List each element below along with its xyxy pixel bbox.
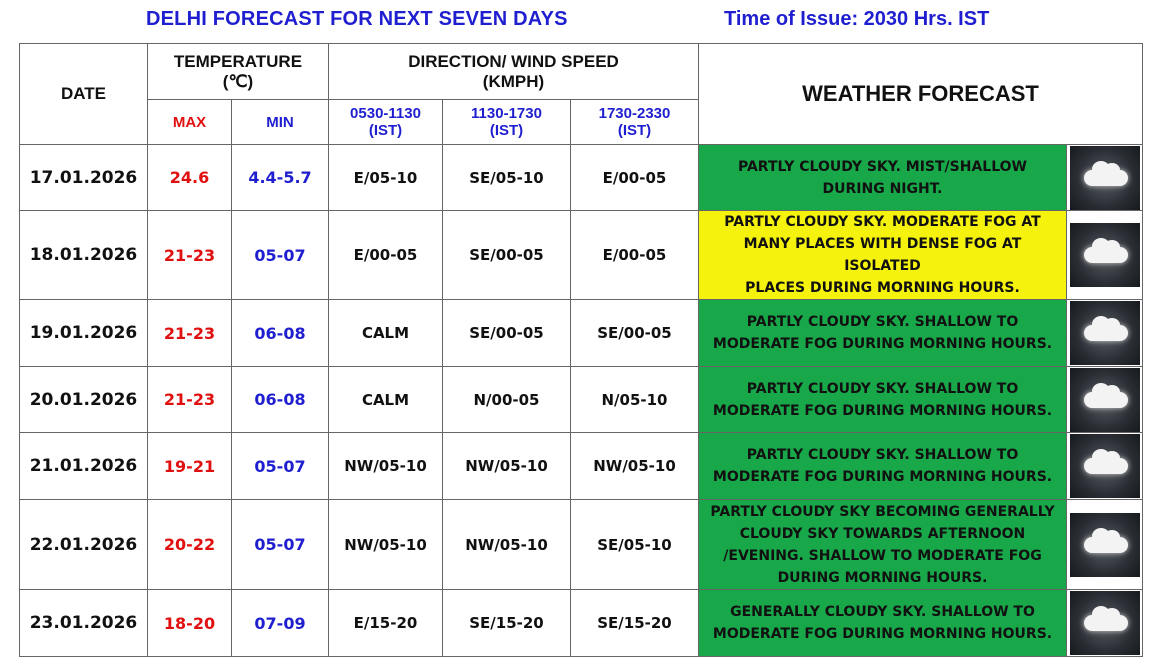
forecast-line: PARTLY CLOUDY SKY BECOMING GENERALLY: [710, 503, 1055, 520]
header-wind-label: DIRECTION/ WIND SPEED: [408, 51, 619, 71]
max-temp-cell: 18-20: [148, 590, 232, 657]
header-slot-3-time: 1730-2330: [598, 105, 671, 122]
date-cell: 23.01.2026: [20, 590, 148, 657]
forecast-line: GENERALLY CLOUDY SKY. SHALLOW TO: [730, 604, 1035, 620]
cloud-icon: [1070, 368, 1140, 432]
wind-slot-2-cell: N/00-05: [443, 367, 571, 433]
forecast-cell: [699, 300, 1067, 367]
wind-slot-3-cell: E/00-05: [571, 211, 699, 300]
wind-slot-2-cell: SE/00-05: [443, 300, 571, 367]
header-slot-1-ist: (IST): [368, 122, 403, 139]
wind-slot-3-cell: SE/00-05: [571, 300, 699, 367]
max-temp-cell: 21-23: [148, 211, 232, 300]
date-cell: 21.01.2026: [20, 433, 148, 500]
date-cell: 19.01.2026: [20, 300, 148, 367]
wind-slot-3-cell: E/00-05: [571, 145, 699, 211]
weather-icon-cell: [1067, 590, 1143, 657]
page-title: DELHI FORECAST FOR NEXT SEVEN DAYS: [146, 8, 568, 30]
wind-slot-2-cell: SE/00-05: [443, 211, 571, 300]
cloud-shape: [1084, 247, 1128, 263]
header-temperature-label: TEMPERATURE: [173, 51, 303, 71]
forecast-line: PARTLY CLOUDY SKY. SHALLOW TO: [746, 314, 1019, 330]
forecast-cell: [699, 500, 1067, 590]
wind-slot-1-cell: CALM: [329, 367, 443, 433]
wind-slot-1-cell: NW/05-10: [329, 500, 443, 590]
cloud-shape: [1084, 615, 1128, 631]
max-temp-cell: 24.6: [148, 145, 232, 211]
header-slot-3: [571, 100, 699, 145]
forecast-cell: [699, 367, 1067, 433]
date-cell: 22.01.2026: [20, 500, 148, 590]
cloud-icon: [1070, 513, 1140, 577]
min-temp-cell: 4.4-5.7: [232, 145, 329, 211]
max-temp-cell: 21-23: [148, 367, 232, 433]
wind-slot-1-cell: E/15-20: [329, 590, 443, 657]
forecast-cell: [699, 433, 1067, 500]
header-slot-1: [329, 100, 443, 145]
header-max: MAX: [148, 100, 232, 145]
forecast-line: PARTLY CLOUDY SKY. SHALLOW TO: [746, 380, 1019, 397]
forecast-table: [19, 43, 1143, 657]
wind-slot-1-cell: E/05-10: [329, 145, 443, 211]
weather-icon-cell: [1067, 211, 1143, 300]
cloud-shape: [1084, 325, 1128, 341]
wind-slot-3-cell: NW/05-10: [571, 433, 699, 500]
forecast-cell: [699, 590, 1067, 657]
wind-slot-3-cell: SE/05-10: [571, 500, 699, 590]
weather-icon-cell: [1067, 300, 1143, 367]
date-cell: 20.01.2026: [20, 367, 148, 433]
max-temp-cell: 20-22: [148, 500, 232, 590]
wind-slot-3-cell: SE/15-20: [571, 590, 699, 657]
date-cell: 17.01.2026: [20, 145, 148, 211]
min-temp-cell: 07-09: [232, 590, 329, 657]
header-temperature-unit: (℃): [222, 71, 254, 91]
max-temp-cell: 21-23: [148, 300, 232, 367]
wind-slot-2-cell: SE/05-10: [443, 145, 571, 211]
forecast-line: DURING NIGHT.: [822, 180, 943, 197]
forecast-line: PLACES DURING MORNING HOURS.: [745, 280, 1020, 296]
min-temp-cell: 05-07: [232, 433, 329, 500]
date-cell: 18.01.2026: [20, 211, 148, 300]
weather-icon-cell: [1067, 367, 1143, 433]
table-row: [20, 367, 1143, 433]
header-wind-unit: (KMPH): [482, 71, 545, 91]
cloud-shape: [1084, 170, 1128, 186]
forecast-line: CLOUDY SKY TOWARDS AFTERNOON: [739, 525, 1026, 542]
weather-icon-cell: [1067, 500, 1143, 590]
forecast-line: MODERATE FOG DURING MORNING HOURS.: [712, 402, 1053, 419]
forecast-line: MODERATE FOG DURING MORNING HOURS.: [712, 336, 1053, 352]
cloud-shape: [1084, 458, 1128, 474]
table-row: [20, 300, 1143, 367]
table-row: [20, 433, 1143, 500]
cloud-icon: [1070, 223, 1140, 287]
forecast-line: /EVENING. SHALLOW TO MODERATE FOG: [723, 547, 1042, 564]
header-forecast: WEATHER FORECAST: [699, 44, 1143, 145]
forecast-line: MODERATE FOG DURING MORNING HOURS.: [712, 626, 1053, 642]
header-slot-2-time: 1130-1730: [471, 105, 542, 122]
wind-slot-1-cell: E/00-05: [329, 211, 443, 300]
min-temp-cell: 05-07: [232, 211, 329, 300]
header-slot-2-ist: (IST): [489, 122, 524, 139]
weather-icon-cell: [1067, 433, 1143, 500]
cloud-icon: [1070, 146, 1140, 210]
forecast-line: MODERATE FOG DURING MORNING HOURS.: [712, 469, 1053, 485]
header-date: DATE: [20, 44, 148, 145]
forecast-line: PARTLY CLOUDY SKY. MIST/SHALLOW: [738, 158, 1027, 175]
table-row: [20, 211, 1143, 300]
header-slot-2: [443, 100, 571, 145]
cloud-shape: [1084, 392, 1128, 408]
table-row: [20, 145, 1143, 211]
header-slot-3-ist: (IST): [617, 122, 652, 139]
forecast-cell: [699, 211, 1067, 300]
min-temp-cell: 06-08: [232, 367, 329, 433]
table-row: [20, 590, 1143, 657]
wind-slot-1-cell: NW/05-10: [329, 433, 443, 500]
forecast-line: MANY PLACES WITH DENSE FOG AT ISOLATED: [743, 236, 1022, 274]
header-min: MIN: [232, 100, 329, 145]
wind-slot-3-cell: N/05-10: [571, 367, 699, 433]
table-row: [20, 500, 1143, 590]
cloud-icon: [1070, 301, 1140, 365]
cloud-icon: [1070, 591, 1140, 655]
cloud-shape: [1084, 537, 1128, 553]
min-temp-cell: 05-07: [232, 500, 329, 590]
forecast-line: PARTLY CLOUDY SKY. SHALLOW TO: [746, 447, 1019, 463]
header-slot-1-time: 0530-1130: [350, 105, 421, 122]
min-temp-cell: 06-08: [232, 300, 329, 367]
header-wind: [329, 44, 699, 100]
max-temp-cell: 19-21: [148, 433, 232, 500]
wind-slot-1-cell: CALM: [329, 300, 443, 367]
forecast-line: PARTLY CLOUDY SKY. MODERATE FOG AT: [724, 214, 1041, 230]
cloud-icon: [1070, 434, 1140, 498]
wind-slot-2-cell: NW/05-10: [443, 500, 571, 590]
header-temperature: [148, 44, 329, 100]
wind-slot-2-cell: SE/15-20: [443, 590, 571, 657]
forecast-line: DURING MORNING HOURS.: [777, 569, 988, 586]
wind-slot-2-cell: NW/05-10: [443, 433, 571, 500]
forecast-cell: [699, 145, 1067, 211]
weather-icon-cell: [1067, 145, 1143, 211]
issue-time: Time of Issue: 2030 Hrs. IST: [724, 8, 990, 30]
